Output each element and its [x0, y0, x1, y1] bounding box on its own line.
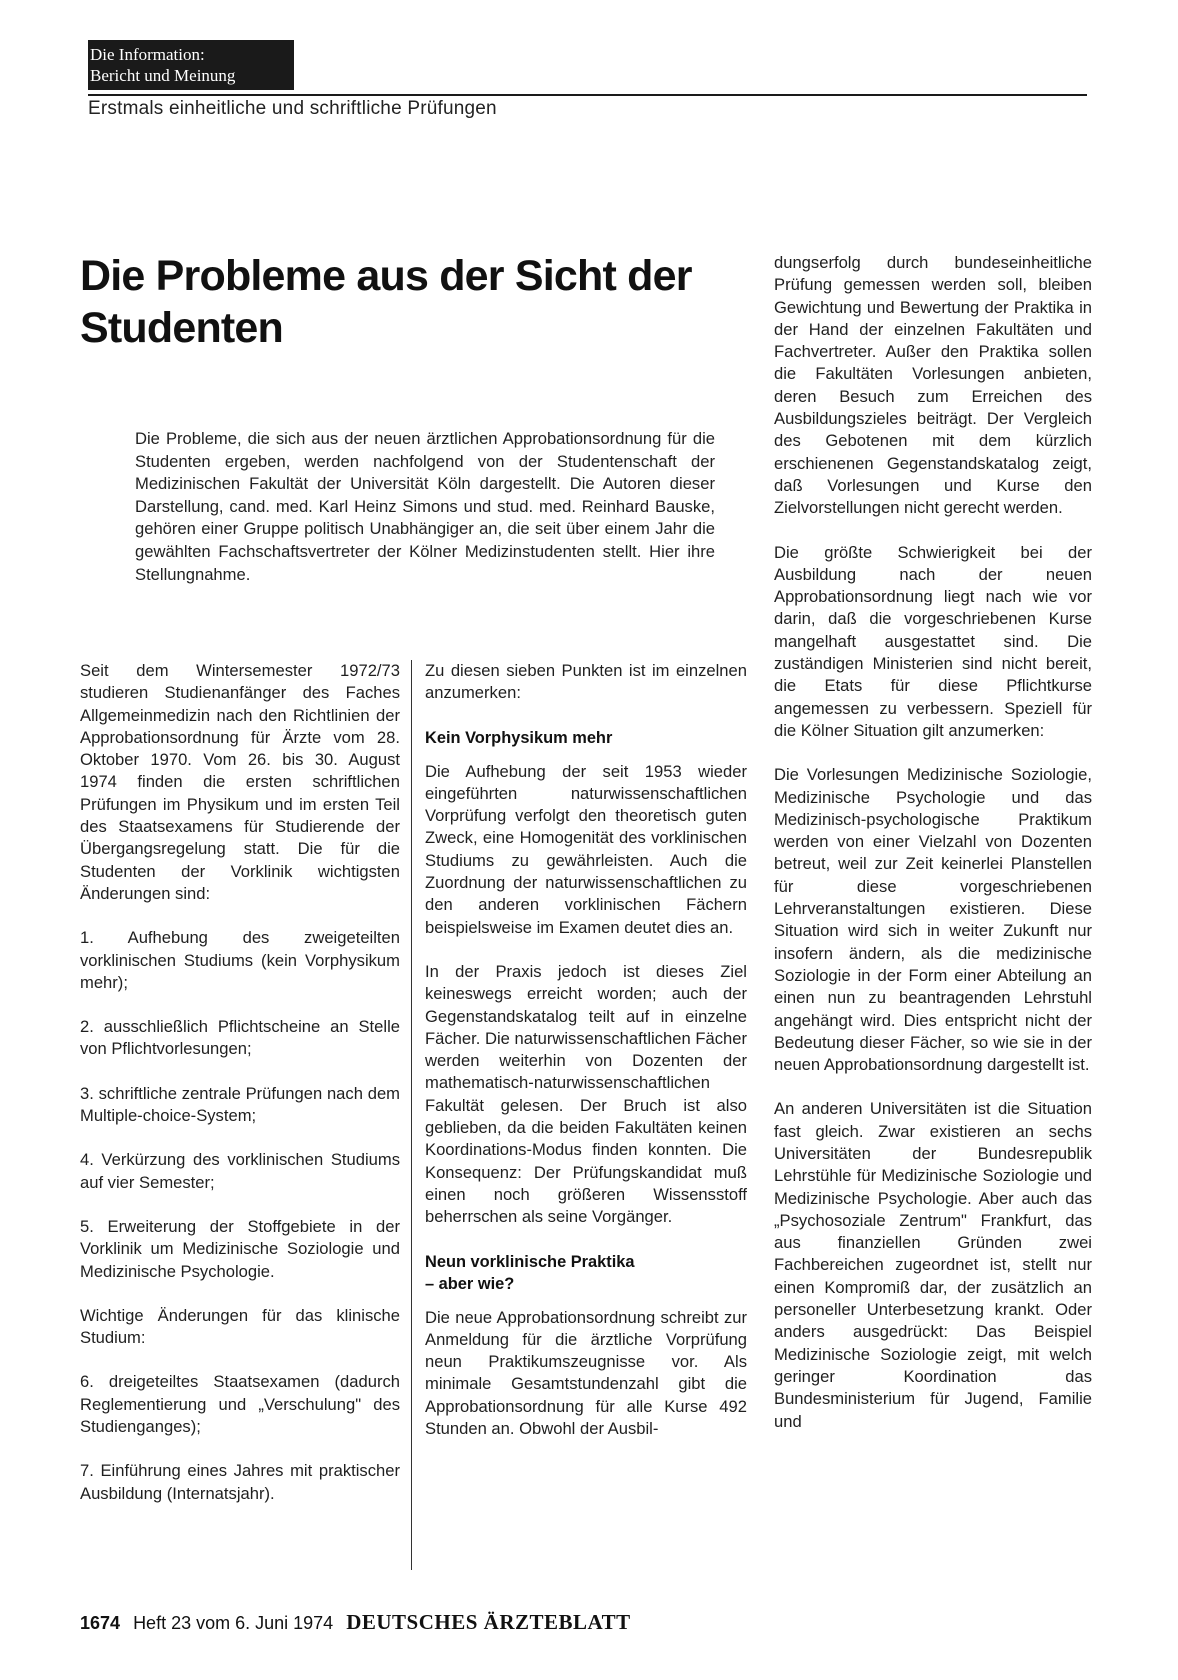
- column-3: [774, 252, 1092, 1433]
- list-item: 1. Aufhebung des zweigeteilten vorklinischen Studiums (kein Vorphysikum mehr);: [80, 928, 400, 992]
- article-title: Die Probleme aus der Sicht der Studenten: [80, 252, 692, 352]
- list-item: 4. Verkürzung des vorklinischen Studiums auf vier Semester;: [80, 1150, 400, 1192]
- list-item: 7. Einführung eines Jahres mit praktischer Ausbildung (Internatsjahr).: [80, 1461, 400, 1503]
- subheading-line-2: – aber wie?: [425, 1274, 515, 1293]
- page-footer: [80, 1610, 631, 1635]
- section-label-line-2: Bericht und Meinung: [90, 66, 236, 85]
- paragraph: Seit dem Wintersemester 1972/73 studieren Studienanfänger des Faches Allgemeinmedizin nach den Richtlinien der Approbationsordnung für Ärzte vom 28. Oktober 1970. Vom 26. bis 30. August 1974 finden die ersten schriftlichen Prüfungen im Physikum und im ersten Teil des Staatsexamens für Studierende der Übergangsregelung statt. Die für die Studenten der Vorklinik wichtigsten Änderungen sind:: [80, 661, 400, 903]
- column-divider: [411, 660, 412, 1570]
- paragraph: Die neue Approbationsordnung schreibt zur Anmeldung für die ärztliche Vorprüfung neun Praktikumszeugnisse vor. Als minimale Gesamtstundenzahl gibt die Approbationsordnung für alle Kurse 492 Stunden an. Obwohl der Ausbil-: [425, 1307, 747, 1439]
- section-label-line-1: Die Information:: [90, 45, 205, 64]
- kicker: Erstmals einheitliche und schriftliche Prüfungen: [88, 98, 497, 119]
- column-1: [80, 660, 400, 1505]
- paragraph: Die größte Schwierigkeit bei der Ausbildung nach der neuen Approbationsordnung liegt nach wie vor darin, daß die vorgeschriebenen Kurse mangelhaft ausgestattet sind. Die zuständigen Ministerien sind nicht bereit, die Etats für diese Pflichtkurse angemessen zu verbessern. Speziell für die Kölner Situation gilt anzumerken:: [774, 542, 1092, 740]
- subheading: [425, 1251, 747, 1295]
- top-rule: [88, 94, 1087, 96]
- paragraph: Die Aufhebung der seit 1953 wieder eingeführten naturwissenschaftlichen Vorprüfung verfolgt den theoretisch guten Zweck, eine Homogenität des vorklinischen Studiums zu gewährleisten. Auch die Zuordnung der naturwissenschaftlichen zu den anderen vorklinischen Fächern beispielsweise im Examen deutet dies an.: [425, 761, 747, 937]
- section-label: [88, 40, 294, 90]
- list-item: 5. Erweiterung der Stoffgebiete in der Vorklinik um Medizinische Soziologie und Medizinische Psychologie.: [80, 1216, 400, 1281]
- list-item: 2. ausschließlich Pflichtscheine an Stelle von Pflichtvorlesungen;: [80, 1017, 400, 1059]
- paragraph: Wichtige Änderungen für das klinische Studium:: [80, 1305, 400, 1348]
- list-item: 3. schriftliche zentrale Prüfungen nach dem Multiple-choice-System;: [80, 1083, 400, 1126]
- subheading-line-1: Neun vorklinische Praktika: [425, 1252, 635, 1271]
- paragraph: Zu diesen sieben Punkten ist im einzelnen anzumerken:: [425, 661, 747, 703]
- paragraph: dungserfolg durch bundeseinheitliche Prüfung gemessen werden soll, bleiben Gewichtung und Bewertung der Praktika in der Hand der einzelnen Fakultäten und Fachvertreter. Außer den Praktika sollen die Fakultäten Vorlesungen anbieten, deren Besuch zum Erreichen des Ausbildungszieles beiträgt. Der Vergleich des Gebotenen mit dem kürzlich erschienenen Gegenstandskatalog zeigt, daß Vorlesungen und Kurse den Zielvorstellungen nicht gerecht werden.: [774, 253, 1092, 518]
- journal-name: DEUTSCHES ÄRZTEBLATT: [346, 1610, 631, 1634]
- column-2: [425, 660, 747, 1440]
- page-number: 1674: [80, 1613, 121, 1633]
- paragraph: Die Vorlesungen Medizinische Soziologie, Medizinische Psychologie und das Medizinisch-psychologische Praktikum werden von einer Vielzahl von Dozenten betreut, weil zur Zeit keinerlei Planstellen für diese vorgeschriebenen Lehrveranstaltungen existieren. Diese Situation wird sich in weiter Zukunft nur insofern ändern, als die medizinische Soziologie in der Form einer Abteilung an einen nun zu beantragenden Lehrstuhl angehängt wird. Dies entspricht nicht der Bedeutung dieser Fächer, so wie sie in der neuen Approbationsordnung dargestellt ist.: [774, 765, 1092, 1075]
- paragraph: An anderen Universitäten ist die Situation fast gleich. Zwar existieren an sechs Universitäten der Bundesrepublik Lehrstühle für Medizinische Soziologie und Medizinische Psychologie. Aber auch das „Psychosoziale Zentrum" Frankfurt, das aus finanziellen Gründen zwei Fachbereichen zugeordnet ist, stellt nur einen Kompromiß dar, der zusätzlich an personeller Unterbesetzung krankt. Oder anders ausgedrückt: Das Beispiel Medizinische Soziologie zeigt, mit welch geringer Koordination das Bundesministerium für Jugend, Familie und: [774, 1099, 1092, 1431]
- paragraph: In der Praxis jedoch ist dieses Ziel keineswegs erreicht worden; auch der Gegenstandskatalog teilt auf in einzelne Fächer. Die naturwissenschaftlichen Fächer werden weiterhin von Dozenten der mathematisch-naturwissenschaftlichen Fakultät gelesen. Der Bruch ist also geblieben, da die beiden Fakultäten keinen Koordinations-Modus finden konnten. Die Konsequenz: Der Prüfungskandidat muß einen noch größeren Wissensstoff beherrschen als seine Vorgänger.: [425, 961, 747, 1227]
- issue-info: Heft 23 vom 6. Juni 1974: [133, 1613, 334, 1633]
- article-intro: Die Probleme, die sich aus der neuen ärztlichen Approbationsordnung für die Studenten ergeben, werden nachfolgend von der Studentenschaft der Medizinischen Fakultät der Universität Köln dargestellt. Die Autoren dieser Darstellung, cand. med. Karl Heinz Simons und stud. med. Reinhard Bauske, gehören einer Gruppe politisch Unabhängiger an, die seit über einem Jahr die gewählten Fachschaftsvertreter der Kölner Medizinstudenten stellt. Hier ihre Stellungnahme.: [135, 429, 715, 584]
- list-item: 6. dreigeteiltes Staatsexamen (dadurch Reglementierung und „Verschulung" des Studienganges);: [80, 1372, 400, 1437]
- subheading: Kein Vorphysikum mehr: [425, 728, 613, 747]
